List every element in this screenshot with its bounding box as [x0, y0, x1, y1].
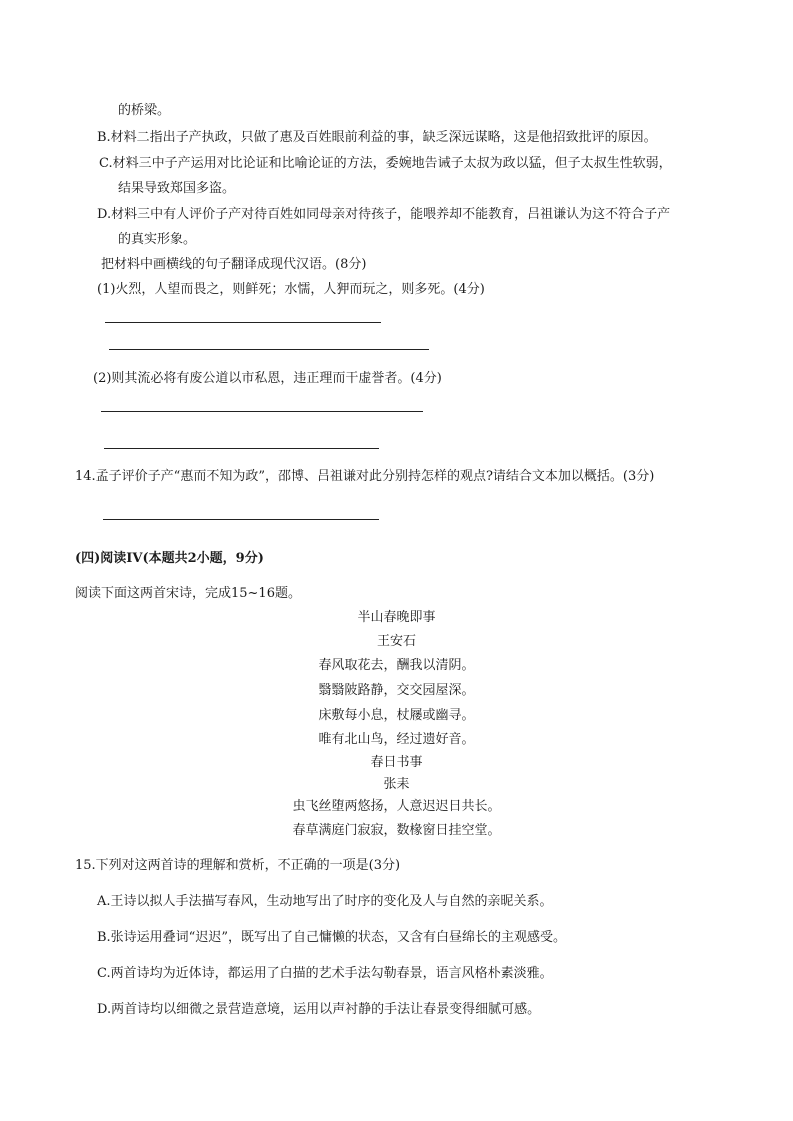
poem2-line: 春草满庭门寂寂，数椽窗日挂空堂。 — [292, 823, 501, 838]
translate-sentence-2: (2)则其流必将有废公道以市私恩，违正理而干虚誉者。(4分) — [93, 371, 442, 386]
q13-option-d-line1: D.材料三中有人评价子产对待百姓如同母亲对待孩子，能喂养却不能教育，吕祖谦认为这不符合子产 — [97, 207, 671, 222]
poem2-title: 春日书事 — [370, 755, 423, 770]
answer-line — [105, 322, 381, 323]
q15-option-d: D.两首诗均以细微之景营造意境，运用以声衬静的手法让春景变得细腻可感。 — [97, 1002, 541, 1017]
section-heading: (四)阅读IV(本题共2小题，9分) — [75, 551, 264, 566]
poem1-line: 唯有北山鸟，经过遗好音。 — [318, 732, 475, 747]
q13-option-c-line1: C.材料三中子产运用对比论证和比喻论证的方法，委婉地告诫子太叔为政以猛，但子太叔生性软弱， — [99, 156, 672, 171]
q15-option-b: B.张诗运用叠词“迟迟”，既写出了自己慵懒的状态，又含有白昼绵长的主观感受。 — [97, 930, 566, 945]
q13-option-b: B.材料二指出子产执政，只做了惠及百姓眼前利益的事，缺乏深远谋略，这是他招致批评的原因。 — [97, 130, 657, 145]
answer-line — [101, 411, 423, 412]
answer-line — [109, 349, 429, 350]
poem1-title: 半山春晚即事 — [357, 610, 436, 625]
poem2-author: 张耒 — [383, 777, 410, 792]
translate-prompt: 把材料中画横线的句子翻译成现代汉语。(8分) — [101, 257, 367, 272]
translate-sentence-1: (1)火烈，人望而畏之，则鲜死；水懦，人狎而玩之，则多死。(4分) — [97, 282, 485, 297]
q13-option-a-continuation: 的桥梁。 — [118, 103, 171, 118]
answer-line — [103, 519, 379, 520]
poem1-line: 床敷每小息，杖屦或幽寻。 — [318, 708, 475, 723]
q15-option-c: C.两首诗均为近体诗，都运用了白描的艺术手法勾勒春景，语言风格朴素淡雅。 — [97, 966, 553, 981]
answer-line — [104, 448, 379, 449]
poem1-line: 春风取花去，酬我以清阴。 — [318, 658, 475, 673]
poem1-author: 王安石 — [376, 634, 416, 649]
q15-stem: 15.下列对这两首诗的理解和赏析，不正确的一项是(3分) — [75, 858, 401, 873]
q13-option-c-line2: 结果导致郑国多盗。 — [118, 181, 236, 196]
poem1-line: 翳翳陂路静，交交园屋深。 — [318, 683, 475, 698]
q14-text: 14.孟子评价子产“惠而不知为政”，邵博、吕祖谦对此分别持怎样的观点?请结合文本加以概括。(3分) — [75, 469, 655, 484]
section-intro: 阅读下面这两首宋诗，完成15~16题。 — [75, 586, 301, 601]
q15-option-a: A.王诗以拟人手法描写春风，生动地写出了时序的变化及人与自然的亲昵关系。 — [97, 894, 553, 909]
q13-option-d-line2: 的真实形象。 — [118, 232, 197, 247]
poem2-line: 虫飞丝堕两悠扬，人意迟迟日共长。 — [292, 799, 501, 814]
